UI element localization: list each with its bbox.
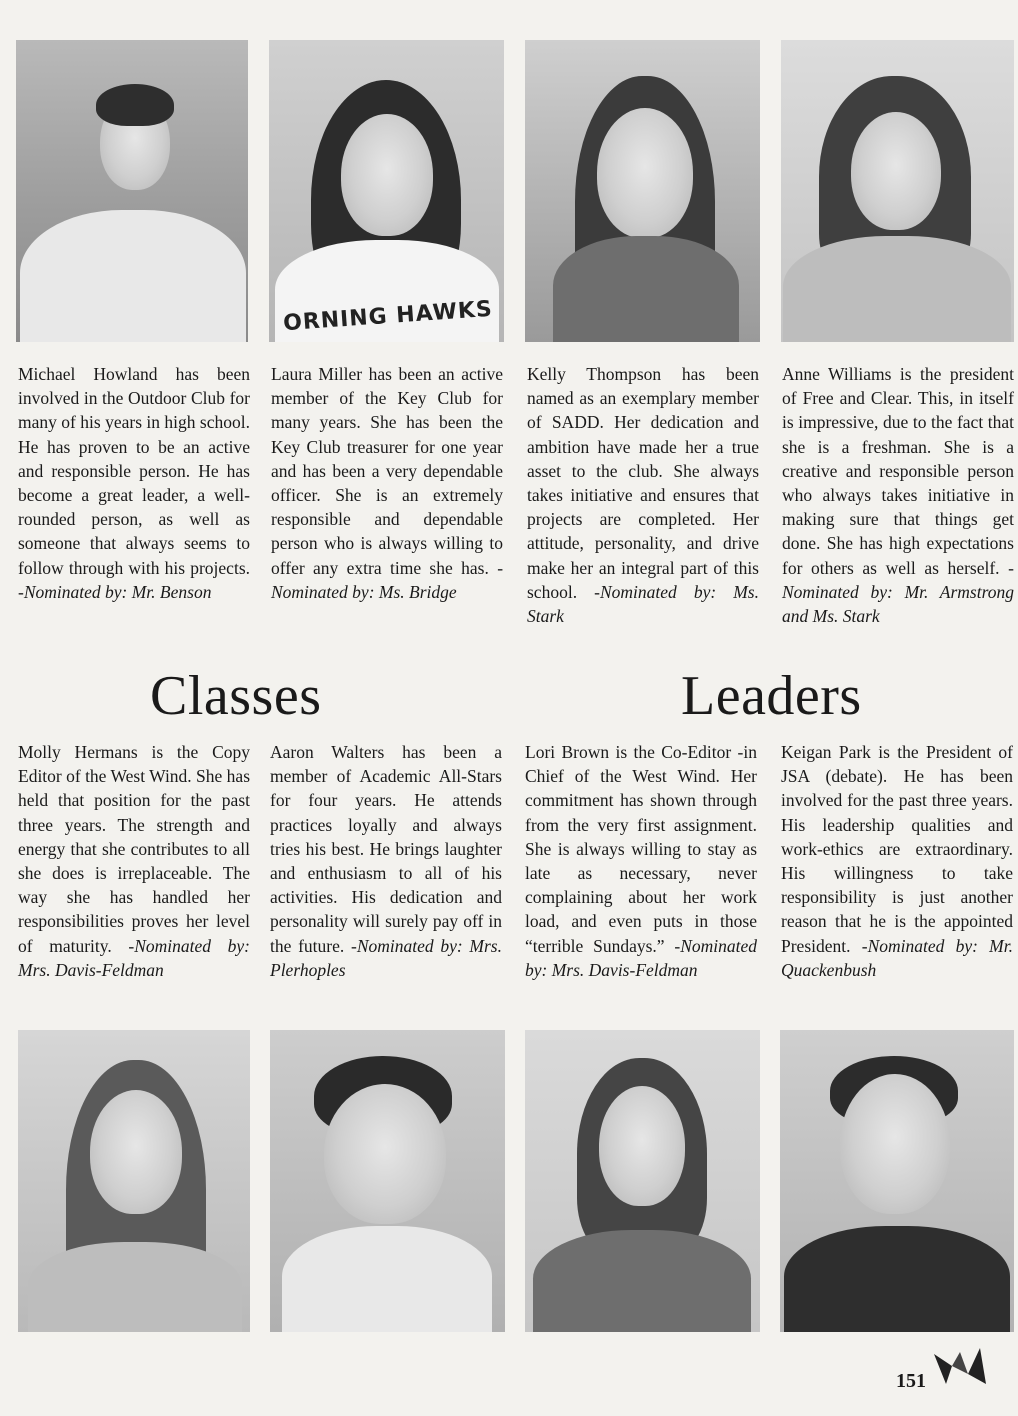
bio-text: Lori Brown is the Co-Editor -in Chief of the West Wind. Her commitment has shown through from the very first assignment. She is always willing to stay as late as necessary, never complaining about her work load, and even puts in those “terrible Sundays.”: [525, 742, 757, 956]
bio-nomination: -Nominated by: Mrs. Davis-Feldman: [18, 935, 251, 980]
photo-lori-brown: [525, 1030, 760, 1332]
bio-text: Kelly Thompson has been named as an exemplary member of SADD. Her dedication and ambition have made her a true asset to the club. She always takes initiative and ensures that projects are completed. Her attitude, personality, and drive make her an integral part of this school.: [527, 364, 759, 602]
bio-michael-howland: [18, 362, 250, 604]
bio-nomination: -Nominated by: Mr. Benson: [18, 581, 212, 602]
bio-text: Aaron Walters has been a member of Academic All-Stars for four years. He attends practices loyally and always tries his best. He brings laughter and enthusiasm to all of his activities. His dedication and personality will surely pay off in the future.: [270, 742, 502, 956]
photo-anne-williams: [781, 40, 1014, 342]
photo-aaron-walters: [270, 1030, 505, 1332]
heading-leaders: Leaders: [681, 665, 862, 727]
bio-text: Molly Hermans is the Copy Editor of the West Wind. She has held that position for the past three years. The strength and energy that she contributes to all she does is irreplaceable. The way she has handled her responsibilities proves her level of maturity.: [18, 742, 251, 956]
bio-nomination: -Nominated by: Ms. Bridge: [271, 557, 504, 602]
bio-nomination: -Nominated by: Ms. Stark: [527, 581, 759, 627]
bio-anne-williams: [782, 362, 1014, 628]
bio-text: Laura Miller has been an active member of the Key Club for many years. She has been the Key Club treasurer for one year and has been a very dependable officer. She is an extremely responsible and dependable person who is always willing to offer any extra time she has.: [271, 364, 503, 578]
photo-laura-miller: [269, 40, 504, 342]
photo-molly-hermans: [18, 1030, 250, 1332]
bio-laura-miller: [271, 362, 503, 604]
bio-nomination: -Nominated by: Mr. Quackenbush: [781, 935, 1013, 980]
bio-text: Michael Howland has been involved in the Outdoor Club for many of his years in high school. He has proven to be an active and responsible person. He has become a great leader, a well-rounded person, as well as someone that always seems to follow through with his projects.: [18, 364, 250, 578]
photo-michael-howland: [16, 40, 248, 342]
photo-keigan-park: [780, 1030, 1014, 1332]
bio-nomination: -Nominated by: Mrs. Plerhoples: [270, 935, 502, 980]
bio-nomination: -Nominated by: Mr. Armstrong and Ms. Stark: [782, 557, 1014, 627]
page-number: 151: [896, 1370, 926, 1392]
bio-molly-hermans: [18, 740, 250, 982]
shirt-text: ORNING HAWKS: [282, 296, 494, 337]
bio-aaron-walters: [270, 740, 502, 982]
bio-keigan-park: [781, 740, 1013, 982]
heading-classes: Classes: [150, 665, 322, 727]
photo-kelly-thompson: [525, 40, 760, 342]
bio-kelly-thompson: [527, 362, 759, 628]
bio-text: Keigan Park is the President of JSA (debate). He has been involved for the past three years. His leadership qualities and work-ethics are extraordinary. His willingness to take responsibility is just another reason that he is the appointed President.: [781, 742, 1013, 956]
bio-text: Anne Williams is the president of Free and Clear. This, in itself is impressive, due to the fact that she is a freshman. She is a creative and responsible person who always takes initiative in making sure that things get done. She has high expectations for others as well as herself.: [782, 364, 1014, 578]
bio-lori-brown: [525, 740, 757, 982]
bio-nomination: -Nominated by: Mrs. Davis-Feldman: [525, 935, 758, 980]
yearbook-logo-icon: [930, 1344, 990, 1388]
